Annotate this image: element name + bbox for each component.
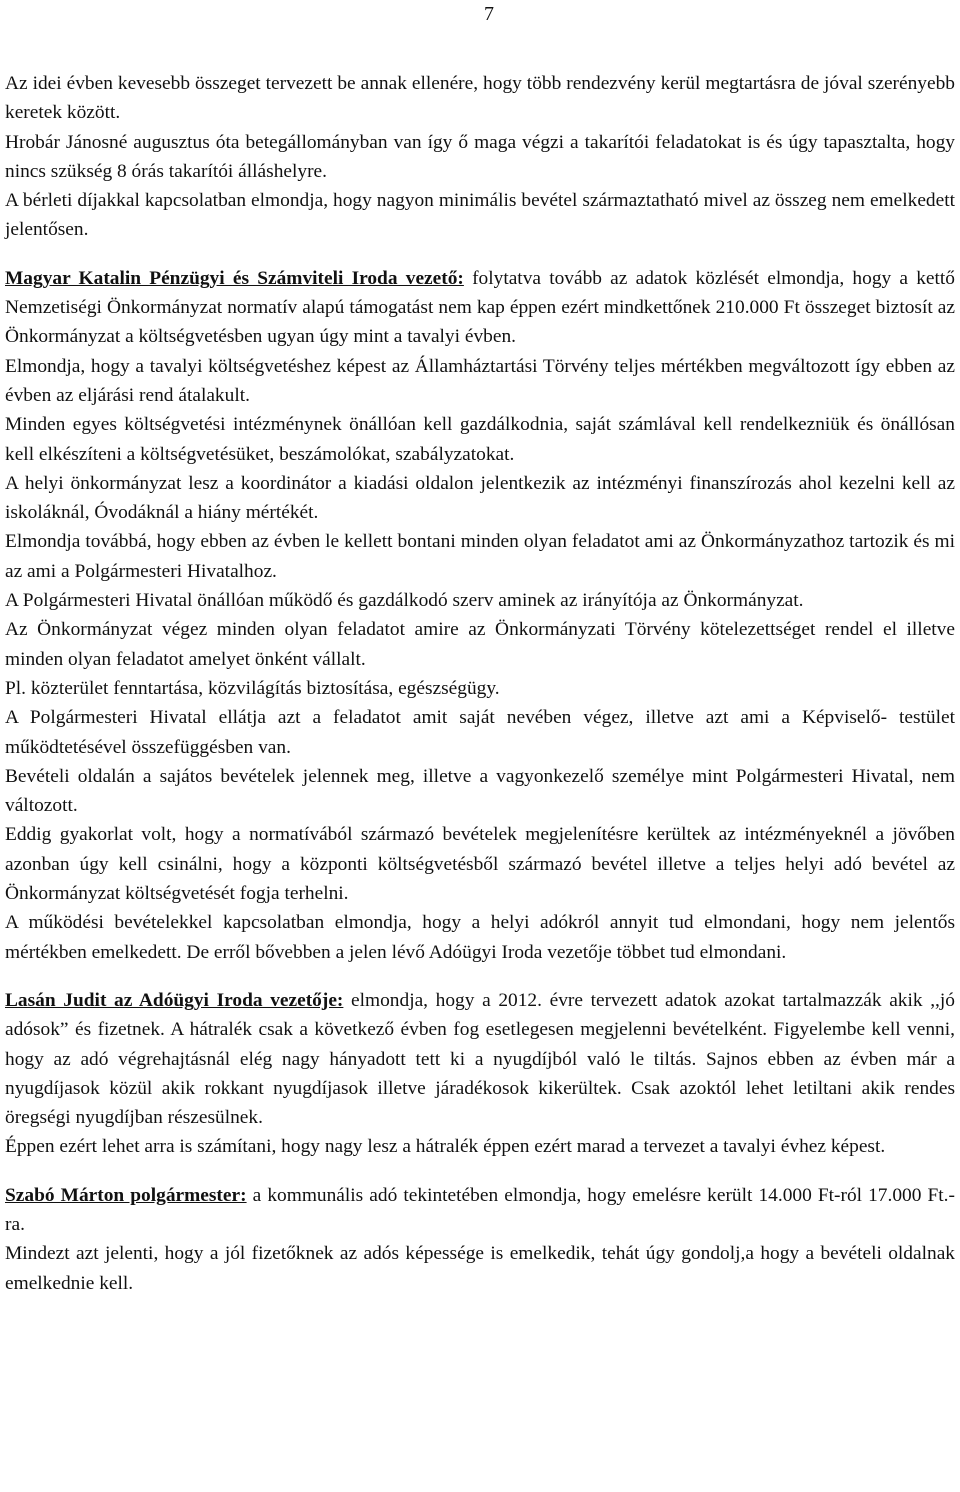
paragraph: Eddig gyakorlat volt, hogy a normatívából származó bevételek megjelenítésre kerültek az intézményeknél a jövőben azonban úgy kell csinálni, hogy a központi költségvetésből származó bevétel illetve a teljes helyi adó bevétel az Önkormányzat költségvetését fogja terhelni. [5,824,955,905]
paragraph-gap [5,967,955,986]
paragraph: Minden egyes költségvetési intézménynek önállóan kell gazdálkodnia, saját számlával kell rendelkezniük és önállósan kell elkészíteni a költségvetésüket, beszámolókat, szabályzatokat. [5,414,955,465]
paragraph: A Polgármesteri Hivatal ellátja azt a feladatot amit saját nevében végez, illetve azt ami a Képviselő- testület működtetésével összefüggésben van. [5,707,955,758]
paragraph-gap [5,1162,955,1181]
paragraph-gap [5,245,955,264]
paragraph: A Polgármesteri Hivatal önállóan működő és gazdálkodó szerv aminek az irányítója az Önkormányzat. [5,590,804,612]
speaker-name: Szabó Márton polgármester: [5,1184,247,1206]
speaker-paragraph [5,986,955,1132]
paragraph: Pl. közterület fenntartása, közvilágítás biztosítása, egészségügy. [5,677,500,699]
paragraph: Éppen ezért lehet arra is számítani, hogy nagy lesz a hátralék éppen ezért marad a tervezet a tavalyi évhez képest. [5,1136,886,1158]
paragraph: Az Önkormányzat végez minden olyan feladatot amire az Önkormányzati Törvény kötelezettséget rendel el illetve minden olyan feladatot amelyet önként vállalt. [5,619,955,670]
speaker-name: Magyar Katalin Pénzügyi és Számviteli Iroda vezető: [5,267,464,289]
paragraph: Hrobár Jánosné augusztus óta betegállományban van így ő maga végzi a takarítói feladatokat is és úgy tapasztalta, hogy nincs szükség 8 órás takarítói álláshelyre. [5,131,955,182]
page-number: 7 [484,3,494,25]
speaker-paragraph [5,1181,955,1240]
paragraph: Elmondja, hogy a tavalyi költségvetéshez képest az Államháztartási Törvény teljes mértékben megváltozott így ebben az évben az eljárási rend átalakult. [5,355,955,406]
paragraph: A bérleti díjakkal kapcsolatban elmondja, hogy nagyon minimális bevétel származtatható mivel az összeg nem emelkedett jelentősen. [5,190,955,241]
paragraph: A helyi önkormányzat lesz a koordinátor a kiadási oldalon jelentkezik az intézményi finanszírozás ahol kezelni kell az iskoláknál, Óvodáknál a hiány mértékét. [5,472,955,524]
speaker-statement: folytatva tovább az adatok közlését elmondja, hogy a kettő Nemzetiségi Önkormányzat normatív alapú támogatást nem kap éppen ezért mindkettőnek 210.000 Ft összeget biztosít az Önkormányzat a költségvetésben ugyan úgy mint a tavalyi évben. [5,267,955,348]
paragraph: Elmondja továbbá, hogy ebben az évben le kellett bontani minden olyan feladatot ami az Önkormányzathoz tartozik és mi az ami a Polgármesteri Hivatalhoz. [5,531,955,582]
speaker-statement: a kommunális adó tekintetében elmondja, hogy emelésre került 14.000 Ft-ról 17.000 Ft.-ra. [5,1184,955,1235]
paragraph: Bevételi oldalán a sajátos bevételek jelennek meg, illetve a vagyonkezelő személye mint Polgármesteri Hivatal, nem változott. [5,765,955,817]
speaker-name: Lasán Judit az Adóügyi Iroda vezetője: [5,989,344,1011]
paragraph: A működési bevételekkel kapcsolatban elmondja, hogy a helyi adókról annyit tud elmondani, hogy nem jelentős mértékben emelkedett. De erről bővebben a jelen lévő Adóügyi Iroda vezetője többet tud elmondani. [5,912,955,963]
document-body [5,69,955,1298]
speaker-paragraph [5,264,955,352]
paragraph: Az idei évben kevesebb összeget tervezett be annak ellenére, hogy több rendezvény kerül megtartásra de jóval szerényebb keretek között. [5,73,955,124]
paragraph: Mindezt azt jelenti, hogy a jól fizetőknek az adós képessége is emelkedik, tehát úgy gondolj,a hogy a bevételi oldalnak emelkednie kell. [5,1243,955,1294]
speaker-statement: elmondja, hogy a 2012. évre tervezett adatok azokat tartalmazzák akik ,,jó adósok” és fizetnek. A hátralék csak a következő évben fog esetlegesen megjelenni bevételként. Figyelembe kell venni, hogy az adó végrehajtásnál elég nagy hányadott tett ki a nyugdíjból való le tiltás. Sajnos ebben az évben már a nyugdíjasok közül akik rokkant nyugdíjasok illetve járadékosok kikerültek. Csak azoktól lehet letiltani akik rendes öregségi nyugdíjban részesülnek. [5,989,955,1129]
